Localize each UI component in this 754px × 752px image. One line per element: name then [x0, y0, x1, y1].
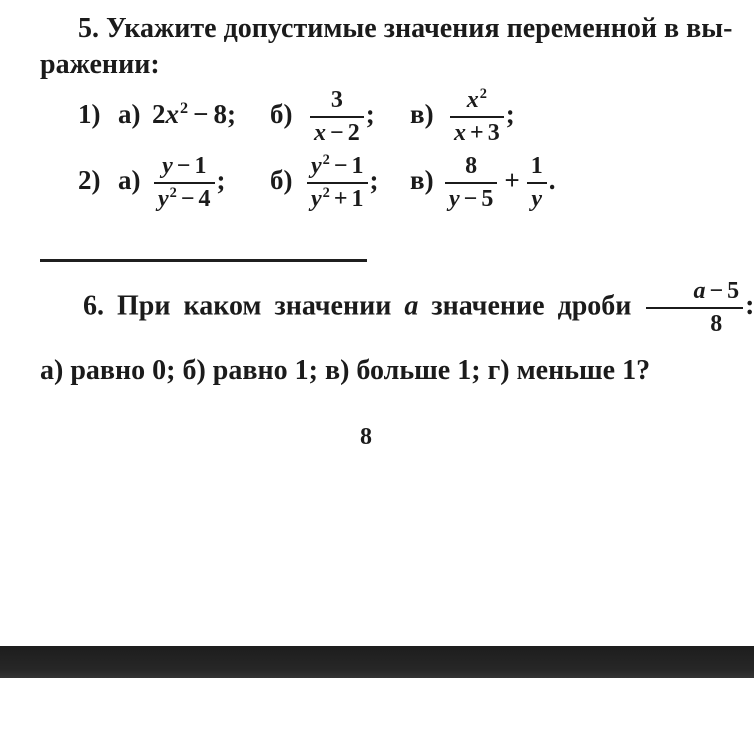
fraction-denominator: $y^2 - 4$ — [158, 184, 211, 212]
section-divider — [40, 259, 367, 262]
page-number: 8 — [360, 423, 372, 450]
bottom-bar — [0, 646, 754, 678]
fraction — [310, 87, 364, 147]
row-2-label: 2) — [78, 165, 101, 196]
problem-5-row-2 — [40, 153, 720, 233]
problem-5-number: 5. — [78, 13, 99, 44]
row-2-item-v-label: в) — [410, 165, 434, 196]
row-2-item-b-expression: $\frac{y^2 - 1}{y^2 + 1}$ ; — [305, 153, 410, 213]
row-1-item-a-expression: $2x^2 - 8$; — [152, 99, 236, 130]
fraction-denominator: y − 5 — [449, 185, 494, 212]
problem-5-title-text: Укажите допустимые значения переменной в вы- — [106, 13, 733, 44]
row-1-item-v-expression: $\frac{x^2}{x + 3}$ ; — [448, 87, 515, 147]
row-2-item-v-expression: $\frac{8}{y - 5}$ + $\frac{1}{y}$ . — [443, 153, 555, 213]
fraction-denominator: $y^2 + 1$ — [311, 184, 364, 212]
problem-6 — [40, 278, 754, 390]
problem-6-text-after-var: значение дроби — [431, 290, 632, 322]
fraction-denominator: x − 2 — [314, 119, 360, 146]
problem-5-title-line-2: ражении: — [40, 49, 160, 80]
row-1-item-b-label: б) — [270, 99, 293, 130]
row-2-item-b-label: б) — [270, 165, 293, 196]
fraction-numerator: 8 — [445, 153, 497, 184]
problem-5-title-line-1 — [40, 10, 733, 47]
problem-6-fraction-expression: $\frac{a - 5}{8}$ : — [644, 290, 754, 321]
fraction-numerator: $y^2 - 1$ — [307, 153, 368, 184]
row-1-item-a-label: а) — [118, 99, 141, 130]
problem-6-title — [40, 278, 754, 338]
fraction — [450, 87, 504, 147]
fraction-numerator: a − 5 — [646, 278, 743, 309]
fraction — [527, 153, 547, 213]
problem-5 — [40, 10, 733, 233]
fraction-numerator: y − 1 — [154, 153, 215, 184]
fraction-denominator: x + 3 — [454, 119, 500, 146]
fraction — [445, 153, 497, 213]
fraction-numerator: $x^2$ — [450, 87, 504, 118]
problem-6-answers: а) равно 0; б) равно 1; в) больше 1; г) меньше 1? — [40, 354, 651, 386]
problem-6-variable: a — [404, 290, 419, 322]
fraction — [646, 278, 743, 338]
fraction — [154, 153, 215, 213]
fraction-denominator: y — [531, 185, 543, 212]
problem-6-text-before-var: При каком значении — [117, 290, 392, 322]
row-2-item-a-expression: $\frac{y - 1}{y^2 - 4}$ ; — [152, 153, 270, 213]
row-1-item-b-expression: $\frac{3}{x - 2}$ ; — [308, 87, 410, 147]
row-1-item-v-label: в) — [410, 99, 434, 130]
fraction — [307, 153, 368, 213]
row-1-label: 1) — [78, 99, 101, 130]
row-2-item-a-label: а) — [118, 165, 141, 196]
problem-6-number: 6. — [83, 290, 104, 322]
fraction-denominator: 8 — [710, 310, 723, 337]
fraction-numerator: 3 — [310, 87, 364, 118]
problem-5-row-1 — [40, 87, 720, 151]
fraction-numerator: 1 — [527, 153, 547, 184]
